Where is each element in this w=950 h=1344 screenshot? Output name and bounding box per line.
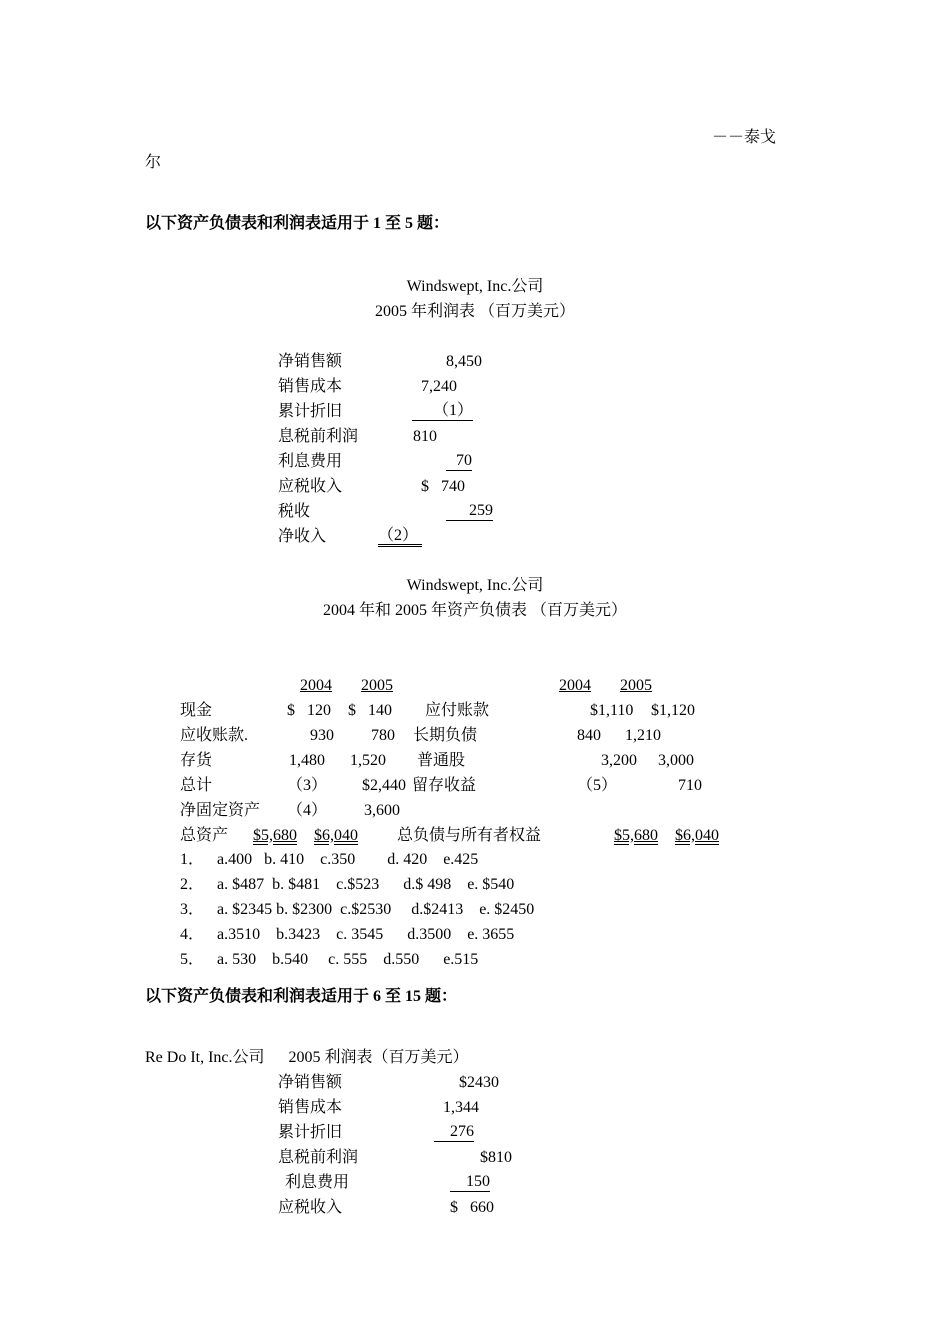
income1-label: 销售成本	[278, 378, 343, 395]
income2-label: 利息费用	[285, 1174, 350, 1191]
liability-value-2005: 710	[678, 777, 702, 794]
liability-label: 普通股	[417, 752, 466, 769]
income1-label: 累计折旧	[278, 403, 343, 420]
income1-value: 70	[446, 452, 472, 471]
asset-label: 存货	[180, 752, 213, 769]
income1-value: 259	[446, 502, 493, 521]
liability-value-2005: $1,120	[651, 702, 695, 719]
income1-value: 8,450	[446, 353, 482, 370]
income1-company: Windswept, Inc.公司	[406, 278, 544, 295]
liability-label: 总负债与所有者权益	[397, 827, 542, 844]
quote-attribution-cont: 尔	[145, 154, 162, 171]
choice-options: a. 530 b.540 c. 555 d.550 e.515	[217, 951, 479, 968]
income1-title: 2005 年利润表 （百万美元）	[374, 303, 575, 320]
income2-value: 1,344	[443, 1099, 479, 1116]
asset-label: 应收账款.	[180, 727, 249, 744]
asset-value-2005: 1,520	[350, 752, 386, 769]
asset-value-2005: 3,600	[364, 802, 400, 819]
choice-number: 3．	[180, 901, 205, 918]
balance-company: Windswept, Inc.公司	[406, 577, 544, 594]
income2-company-line: Re Do It, Inc.公司 2005 利润表（百万美元）	[145, 1049, 469, 1066]
balance-year-header: 2005	[361, 677, 393, 694]
income1-label: 税收	[278, 503, 311, 520]
income1-value: $ 740	[421, 478, 465, 495]
income1-value: 7,240	[421, 378, 457, 395]
balance-year-header: 2004	[559, 677, 591, 694]
choice-number: 2．	[180, 876, 205, 893]
liability-value-2004: 840	[577, 727, 601, 744]
liability-label: 留存收益	[412, 777, 477, 794]
choice-options: a.400 b. 410 c.350 d. 420 e.425	[217, 851, 479, 868]
income2-value: $810	[480, 1149, 512, 1166]
income1-label: 净收入	[278, 528, 327, 545]
liability-label: 应付账款	[425, 702, 490, 719]
balance-year-header: 2004	[300, 677, 332, 694]
asset-value-2005: $6,040	[314, 827, 358, 844]
asset-value-2005: 780	[371, 727, 395, 744]
balance-title: 2004 年和 2005 年资产负债表 （百万美元）	[322, 602, 627, 619]
liability-value-2004: 3,200	[601, 752, 637, 769]
income1-label: 净销售额	[278, 353, 343, 370]
asset-value-2005: $ 140	[348, 702, 392, 719]
income1-label: 利息费用	[278, 453, 343, 470]
quote-attribution: －－泰戈	[712, 129, 777, 146]
asset-value-2004: （3）	[287, 777, 328, 794]
income1-label: 息税前利润	[278, 428, 359, 445]
income2-label: 息税前利润	[278, 1149, 359, 1166]
liability-value-2005: $6,040	[675, 827, 719, 844]
choice-number: 1．	[180, 851, 205, 868]
asset-value-2004: （4）	[287, 802, 328, 819]
liability-value-2005: 3,000	[658, 752, 694, 769]
income2-label: 销售成本	[278, 1099, 343, 1116]
section2-heading: 以下资产负债表和利润表适用于 6 至 15 题：	[145, 988, 458, 1005]
liability-value-2005: 1,210	[625, 727, 661, 744]
asset-value-2004: $5,680	[253, 827, 297, 844]
choice-options: a. $2345 b. $2300 c.$2530 d.$2413 e. $2450	[217, 901, 535, 918]
income1-value: （1）	[412, 402, 473, 421]
asset-value-2004: $ 120	[287, 702, 331, 719]
income2-value: $2430	[459, 1074, 499, 1091]
income2-label: 应税收入	[278, 1199, 343, 1216]
liability-value-2004: （5）	[577, 777, 618, 794]
liability-value-2004: $5,680	[614, 827, 658, 844]
income2-value: $ 660	[450, 1199, 494, 1216]
asset-label: 现金	[180, 702, 213, 719]
asset-value-2004: 930	[310, 727, 334, 744]
income2-label: 累计折旧	[278, 1124, 343, 1141]
liability-value-2004: $1,110	[590, 702, 634, 719]
income2-value: 150	[450, 1173, 490, 1192]
section1-heading: 以下资产负债表和利润表适用于 1 至 5 题：	[145, 215, 450, 232]
choice-number: 5．	[180, 951, 205, 968]
liability-label: 长期负债	[413, 727, 478, 744]
asset-value-2005: $2,440	[362, 777, 406, 794]
balance-year-header: 2005	[620, 677, 652, 694]
income2-value: 276	[434, 1123, 474, 1142]
asset-label: 总资产	[180, 827, 229, 844]
income1-value: （2）	[378, 527, 422, 547]
asset-value-2004: 1,480	[289, 752, 325, 769]
choice-number: 4．	[180, 926, 205, 943]
asset-label: 总计	[180, 777, 213, 794]
asset-label: 净固定资产	[180, 802, 261, 819]
income2-label: 净销售额	[278, 1074, 343, 1091]
choice-options: a. $487 b. $481 c.$523 d.$ 498 e. $540	[217, 876, 515, 893]
income1-value: 810	[413, 428, 437, 445]
choice-options: a.3510 b.3423 c. 3545 d.3500 e. 3655	[217, 926, 515, 943]
income1-label: 应税收入	[278, 478, 343, 495]
